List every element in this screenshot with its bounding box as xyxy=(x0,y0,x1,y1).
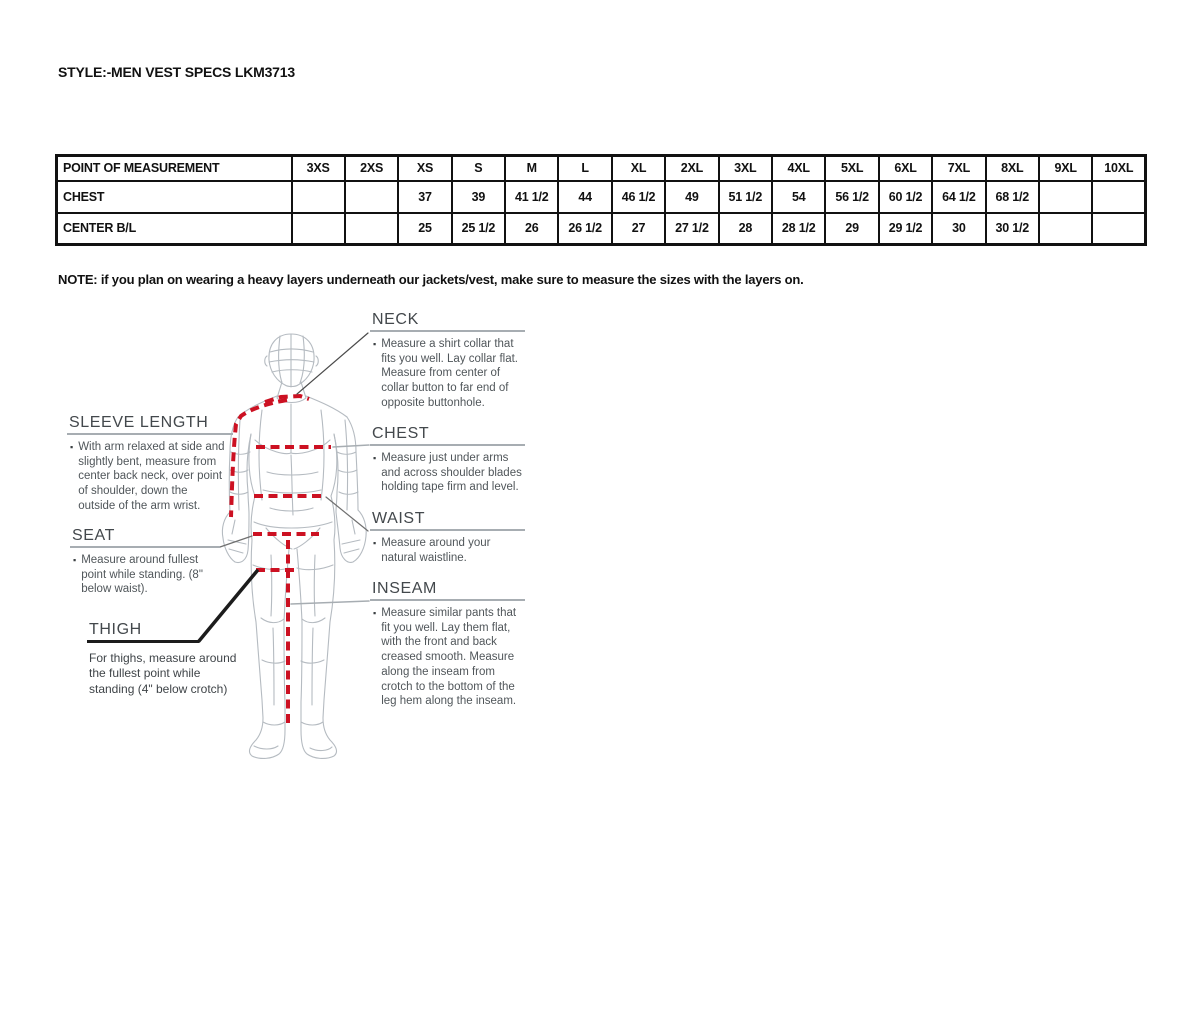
cell-centerbl-7xl: 30 xyxy=(932,213,985,245)
guide-text: Measure around fullest point while standing. (8" below waist). xyxy=(81,554,203,596)
cell-chest-s: 39 xyxy=(452,181,505,213)
col-header-xs: XS xyxy=(398,156,451,181)
guide-section-chest xyxy=(370,424,525,495)
cell-chest-7xl: 64 1/2 xyxy=(932,181,985,213)
cell-chest-xs: 37 xyxy=(398,181,451,213)
cell-chest-9xl xyxy=(1039,181,1092,213)
guide-text: For thighs, measure around the fullest point while standing (4" below crotch) xyxy=(89,651,237,696)
guide-body-waist xyxy=(370,536,522,565)
col-header-7xl: 7XL xyxy=(932,156,985,181)
table-row-center-bl xyxy=(57,213,1146,245)
guide-body-seat xyxy=(70,553,220,597)
guide-section-sleeve-length xyxy=(67,413,233,514)
guide-body-neck xyxy=(370,337,522,411)
row-label-center-bl: CENTER B/L xyxy=(57,213,292,245)
bullet-marker: ▪ xyxy=(373,538,377,548)
guide-body-chest xyxy=(370,451,522,495)
guide-body-sleeve-length xyxy=(67,440,225,514)
bullet-marker: ▪ xyxy=(373,453,377,463)
col-header-10xl: 10XL xyxy=(1092,156,1145,181)
cell-centerbl-10xl xyxy=(1092,213,1145,245)
cell-chest-6xl: 60 1/2 xyxy=(879,181,932,213)
cell-chest-4xl: 54 xyxy=(772,181,825,213)
guide-body-inseam xyxy=(370,606,525,709)
cell-centerbl-4xl: 28 1/2 xyxy=(772,213,825,245)
bullet-marker: ▪ xyxy=(373,608,377,618)
cell-centerbl-8xl: 30 1/2 xyxy=(986,213,1039,245)
col-header-8xl: 8XL xyxy=(986,156,1039,181)
col-header-2xs: 2XS xyxy=(345,156,398,181)
page-title: STYLE:-MEN VEST SPECS LKM3713 xyxy=(58,64,295,80)
guide-section-inseam xyxy=(370,579,525,709)
cell-chest-2xs xyxy=(345,181,398,213)
cell-centerbl-m: 26 xyxy=(505,213,558,245)
bullet-marker: ▪ xyxy=(73,555,77,565)
guide-heading-chest: CHEST xyxy=(370,424,525,446)
row-label-chest: CHEST xyxy=(57,181,292,213)
col-header-2xl: 2XL xyxy=(665,156,718,181)
cell-centerbl-3xl: 28 xyxy=(719,213,772,245)
guide-heading-neck: NECK xyxy=(370,310,525,332)
cell-centerbl-xl: 27 xyxy=(612,213,665,245)
col-header-l: L xyxy=(558,156,611,181)
cell-centerbl-5xl: 29 xyxy=(825,213,878,245)
table-header-row xyxy=(57,156,1146,181)
cell-centerbl-2xl: 27 1/2 xyxy=(665,213,718,245)
cell-chest-xl: 46 1/2 xyxy=(612,181,665,213)
cell-centerbl-3xs xyxy=(292,213,345,245)
col-header-9xl: 9XL xyxy=(1039,156,1092,181)
guide-text: Measure similar pants that fit you well. Lay them flat, with the front and back creased smooth. Measure along the inseam from crotch to the bottom of the leg hem along the inseam. xyxy=(381,607,517,708)
cell-centerbl-xs: 25 xyxy=(398,213,451,245)
cell-centerbl-2xs xyxy=(345,213,398,245)
cell-chest-l: 44 xyxy=(558,181,611,213)
cell-chest-10xl xyxy=(1092,181,1145,213)
col-header-4xl: 4XL xyxy=(772,156,825,181)
cell-chest-8xl: 68 1/2 xyxy=(986,181,1039,213)
guide-text: Measure around your natural waistline. xyxy=(381,537,491,564)
cell-chest-3xl: 51 1/2 xyxy=(719,181,772,213)
cell-centerbl-6xl: 29 1/2 xyxy=(879,213,932,245)
cell-centerbl-l: 26 1/2 xyxy=(558,213,611,245)
bullet-marker: ▪ xyxy=(70,442,74,452)
col-header-m: M xyxy=(505,156,558,181)
col-header-point-of-measurement: POINT OF MEASUREMENT xyxy=(57,156,292,181)
guide-heading-sleeve-length: SLEEVE LENGTH xyxy=(67,413,233,435)
col-header-3xl: 3XL xyxy=(719,156,772,181)
guide-text: Measure just under arms and across shoulder blades holding tape firm and level. xyxy=(381,452,522,494)
size-spec-table xyxy=(55,154,1147,246)
guide-section-seat xyxy=(70,526,220,597)
col-header-5xl: 5XL xyxy=(825,156,878,181)
col-header-xl: XL xyxy=(612,156,665,181)
guide-section-waist xyxy=(370,509,525,565)
table-row-chest xyxy=(57,181,1146,213)
guide-heading-waist: WAIST xyxy=(370,509,525,531)
cell-centerbl-s: 25 1/2 xyxy=(452,213,505,245)
guide-text: With arm relaxed at side and slightly bent, measure from center back neck, over point of shoulder, down the outside of the arm wrist. xyxy=(78,441,225,512)
cell-chest-m: 41 1/2 xyxy=(505,181,558,213)
guide-section-thigh xyxy=(87,620,237,697)
col-header-3xs: 3XS xyxy=(292,156,345,181)
col-header-6xl: 6XL xyxy=(879,156,932,181)
bullet-marker: ▪ xyxy=(373,339,377,349)
col-header-s: S xyxy=(452,156,505,181)
guide-heading-thigh: THIGH xyxy=(87,620,199,643)
guide-section-neck xyxy=(370,310,525,411)
cell-chest-5xl: 56 1/2 xyxy=(825,181,878,213)
cell-chest-2xl: 49 xyxy=(665,181,718,213)
guide-body-thigh xyxy=(87,651,237,697)
cell-centerbl-9xl xyxy=(1039,213,1092,245)
note-text: NOTE: if you plan on wearing a heavy layers underneath our jackets/vest, make sure to measure the sizes with the layers on. xyxy=(58,272,804,287)
guide-text: Measure a shirt collar that fits you well. Lay collar flat. Measure from center of collar button to far end of opposite buttonhole. xyxy=(381,338,518,409)
guide-heading-seat: SEAT xyxy=(70,526,220,548)
guide-heading-inseam: INSEAM xyxy=(370,579,525,601)
cell-chest-3xs xyxy=(292,181,345,213)
